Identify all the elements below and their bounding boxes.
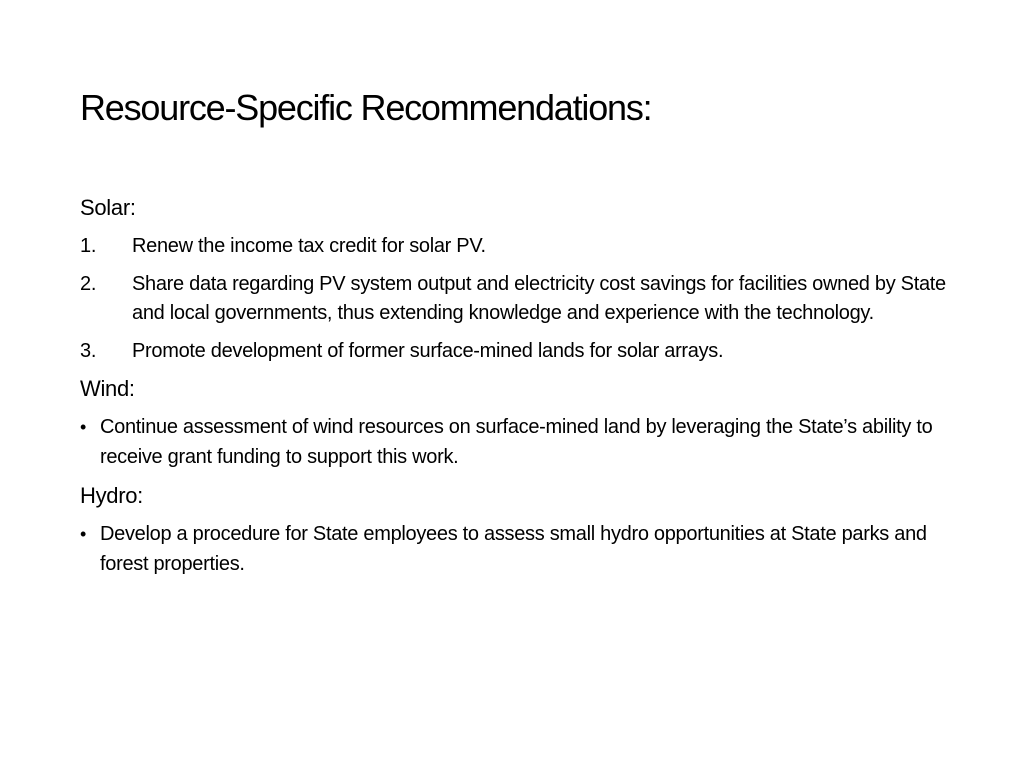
hydro-item-1 [80, 520, 950, 579]
wind-item-1 [80, 413, 950, 472]
list-item-text: Share data regarding PV system output and electricity cost savings for facilities owned by State and local governments, thus extending knowledge and experience with the technology. [132, 272, 946, 324]
list-number: 3. [80, 339, 97, 362]
wind-list [80, 413, 950, 472]
section-heading-solar: Solar: [80, 195, 136, 220]
slide-body [80, 193, 950, 588]
section-heading-hydro: Hydro: [80, 483, 143, 508]
list-item-text: Promote development of former surface-mined lands for solar arrays. [132, 339, 724, 362]
bullet-icon: • [80, 524, 87, 544]
bullet-icon: • [80, 417, 87, 437]
solar-item-1 [80, 232, 950, 262]
list-number: 2. [80, 272, 97, 295]
slide-title: Resource-Specific Recommendations: [80, 87, 652, 128]
list-item-text: Develop a procedure for State employees to assess small hydro opportunities at State parks and forest properties. [100, 523, 927, 575]
list-item-text: Continue assessment of wind resources on surface-mined land by leveraging the State’s ability to receive grant funding to support this work. [100, 416, 933, 468]
solar-list [80, 232, 950, 366]
solar-item-2 [80, 270, 950, 329]
section-heading-wind: Wind: [80, 376, 135, 401]
list-number: 1. [80, 235, 97, 257]
list-item-text: Renew the income tax credit for solar PV. [132, 235, 486, 257]
solar-item-3 [80, 337, 950, 367]
hydro-list [80, 520, 950, 579]
